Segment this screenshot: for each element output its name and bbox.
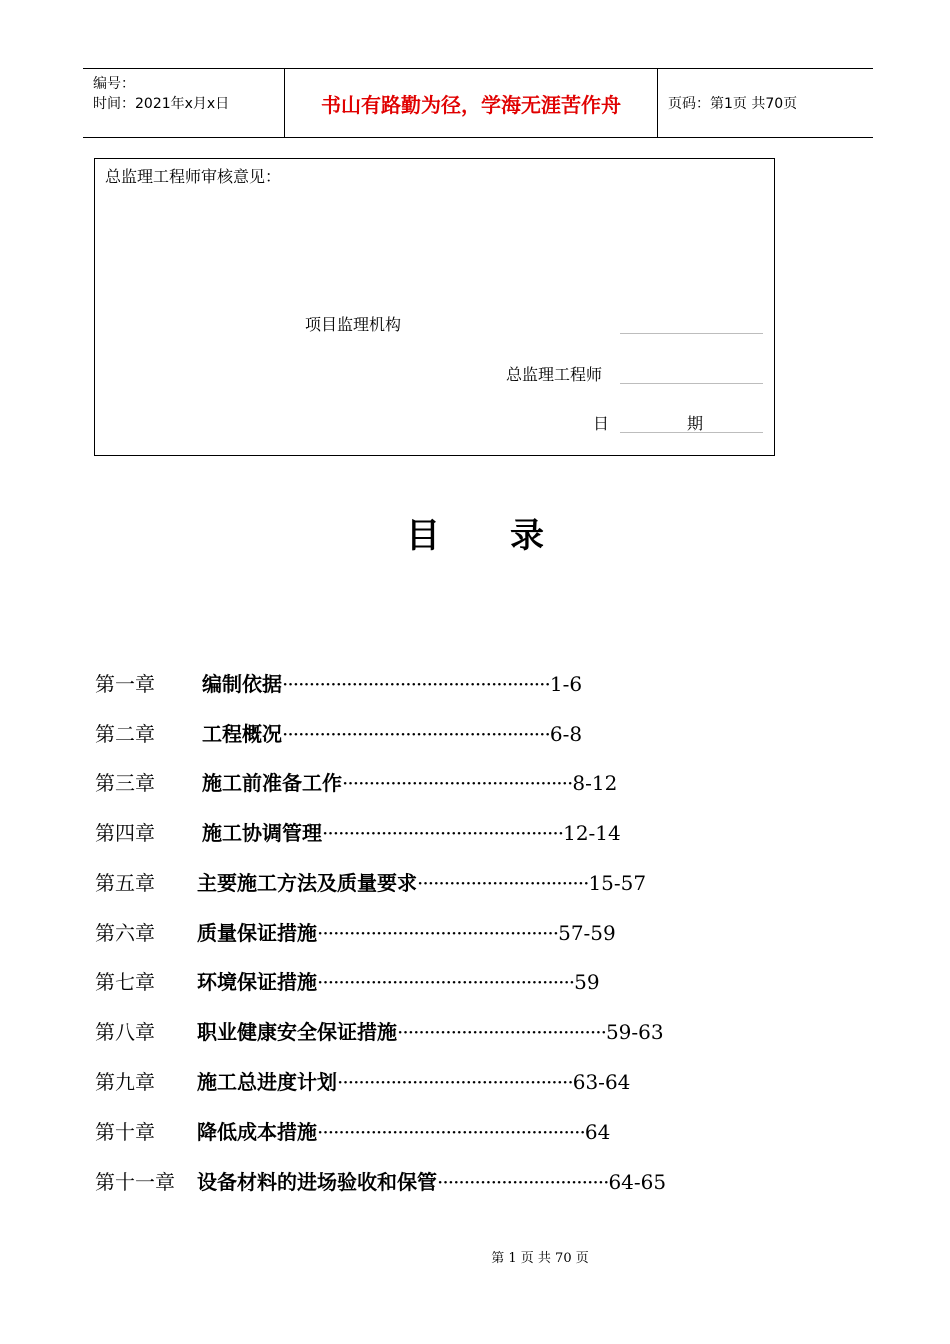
toc-entry-body xyxy=(197,1016,664,1045)
toc-page-range: 1-6 xyxy=(549,672,583,696)
toc-chapter-title: 主要施工方法及质量要求 xyxy=(197,871,417,895)
date-line[interactable] xyxy=(620,418,763,433)
toc-page-range: 12-14 xyxy=(563,821,621,845)
date-label-2: 期 xyxy=(687,414,704,433)
toc-chapter-number: 第一章 xyxy=(95,672,155,696)
number-label: 编号： xyxy=(93,76,135,92)
toc-entry-body xyxy=(197,1066,630,1095)
toc-leader-dots: ······································· xyxy=(397,1020,606,1044)
toc-entry-body xyxy=(202,668,582,697)
review-box xyxy=(94,158,775,456)
toc-entry-body xyxy=(197,867,646,896)
date-label-1: 日 xyxy=(593,414,610,433)
toc-leader-dots: ································ xyxy=(437,1170,609,1194)
toc-leader-dots: ············································· xyxy=(317,921,559,945)
toc-chapter-number: 第四章 xyxy=(95,821,155,845)
org-signature-line[interactable] xyxy=(620,319,763,334)
toc-chapter-title: 质量保证措施 xyxy=(197,921,317,945)
toc-chapter-title: 降低成本措施 xyxy=(197,1120,317,1144)
toc-chapter-number: 第六章 xyxy=(95,921,155,945)
engineer-signature-line[interactable] xyxy=(620,369,763,384)
toc-entry-body xyxy=(197,1166,666,1195)
toc-leader-dots: ················································ xyxy=(317,970,575,994)
header-meta-cell xyxy=(83,69,285,137)
toc-chapter-title: 施工总进度计划 xyxy=(197,1070,337,1094)
toc-entry-body xyxy=(197,1116,610,1145)
toc-entry-body xyxy=(197,917,616,946)
motto: 书山有路勤为径，学海无涯苦作舟 xyxy=(285,69,658,137)
toc-page-range: 63-64 xyxy=(572,1070,631,1094)
toc-entry-body xyxy=(202,767,617,796)
page-info: 页码：第1页 共70页 xyxy=(668,96,798,112)
toc-title: 目录 xyxy=(406,516,614,556)
toc-entry-body xyxy=(197,966,600,995)
toc-chapter-title: 职业健康安全保证措施 xyxy=(197,1020,397,1044)
toc-chapter-number: 第七章 xyxy=(95,970,155,994)
toc-leader-dots: ································ xyxy=(417,871,589,895)
toc-leader-dots: ··········································· xyxy=(342,771,573,795)
toc-page-range: 15-57 xyxy=(588,871,647,895)
toc-entry-body xyxy=(202,718,582,747)
engineer-label: 总监理工程师 xyxy=(506,365,603,384)
toc-chapter-number: 第三章 xyxy=(95,771,155,795)
toc-chapter-title: 设备材料的进场验收和保管 xyxy=(197,1170,437,1194)
toc-leader-dots: ·················································· xyxy=(317,1120,585,1144)
toc-page-range: 59-63 xyxy=(605,1020,664,1044)
toc-chapter-number: 第五章 xyxy=(95,871,155,895)
toc-page-range: 8-12 xyxy=(572,771,618,795)
toc-leader-dots: ············································· xyxy=(322,821,564,845)
toc-chapter-title: 编制依据 xyxy=(202,672,282,696)
time-label: 时间：2021年x月x日 xyxy=(93,96,230,112)
toc-chapter-number: 第十章 xyxy=(95,1120,155,1144)
toc-page-range: 59 xyxy=(574,970,600,994)
toc-chapter-number: 第二章 xyxy=(95,722,155,746)
toc-leader-dots: ············································ xyxy=(337,1070,573,1094)
toc-page-range: 57-59 xyxy=(558,921,616,945)
header-table xyxy=(83,68,873,138)
toc-chapter-title: 环境保证措施 xyxy=(197,970,317,994)
toc-leader-dots: ·················································· xyxy=(282,672,550,696)
toc-page-range: 6-8 xyxy=(549,722,583,746)
review-heading: 总监理工程师审核意见： xyxy=(105,167,282,186)
toc-chapter-title: 施工协调管理 xyxy=(202,821,322,845)
toc-page-range: 64 xyxy=(584,1120,611,1144)
toc-page-range: 64-65 xyxy=(608,1170,667,1194)
toc-chapter-title: 工程概况 xyxy=(202,722,282,746)
org-label: 项目监理机构 xyxy=(305,315,402,334)
toc-entry-body xyxy=(202,817,621,846)
toc-chapter-number: 第八章 xyxy=(95,1020,155,1044)
toc-chapter-number: 第十一章 xyxy=(95,1170,175,1194)
toc-chapter-number: 第九章 xyxy=(95,1070,155,1094)
page-footer: 第 1 页 共 70 页 xyxy=(491,1251,589,1266)
toc-chapter-title: 施工前准备工作 xyxy=(202,771,342,795)
toc-leader-dots: ·················································· xyxy=(282,722,550,746)
